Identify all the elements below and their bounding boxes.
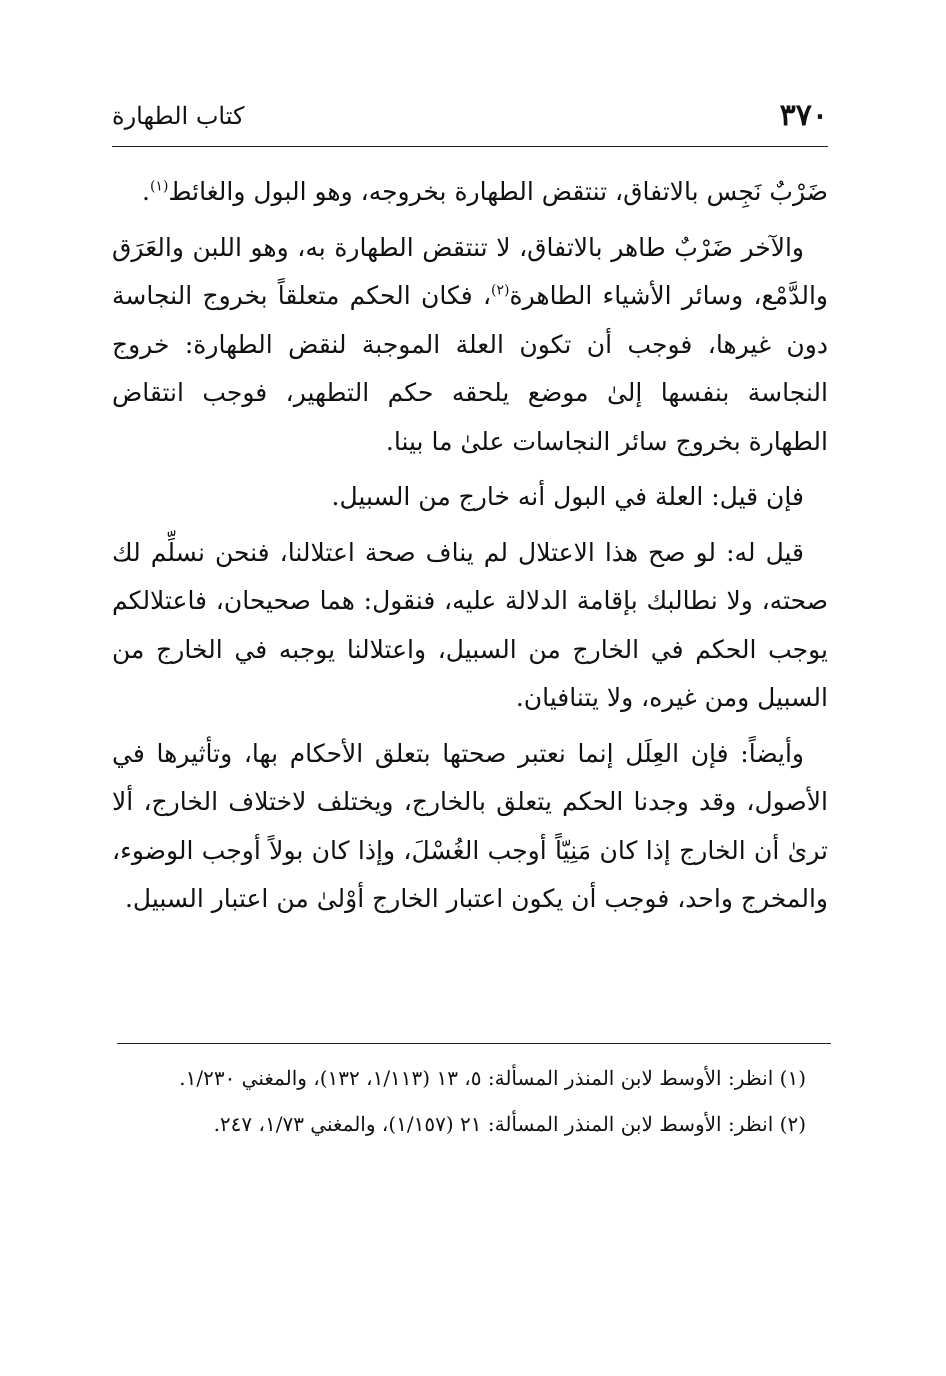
- paragraph-text: وأيضاً: فإن العِلَل إنما نعتبر صحتها بتعلق الأحكام بها، وتأثيرها في الأصول، وقد وجدنا الحكم يتعلق بالخارج، ويختلف لاختلاف الخارج، ألا ترىٰ أن الخارج إذا كان مَنِيّاً أوجب الغُسْلَ، وإذا كان بولاً أوجب الوضوء، والمخرج واحد، فوجب أن يكون اعتبار الخارج أوْلىٰ من اعتبار السبيل.: [112, 738, 828, 913]
- page-header: [112, 98, 828, 142]
- paragraph: [112, 168, 828, 217]
- footnote-1: (١) انظر: الأوسط لابن المنذر المسألة: ٥، ١٣ (١/١١٣، ١٣٢)، والمغني ١/٢٣٠.: [179, 1066, 806, 1090]
- paragraph-text: ضَرْبٌ نَجِس بالاتفاق، تنتقض الطهارة بخروجه، وهو البول والغائط: [168, 177, 828, 206]
- paragraph: [112, 224, 828, 467]
- paragraph: [112, 473, 828, 522]
- paragraph-text: فإن قيل: العلة في البول أنه خارج من السبيل.: [331, 482, 804, 511]
- paragraph-text: قيل له: لو صح هذا الاعتلال لم يناف صحة اعتلالنا، فنحن نسلِّم لك صحته، ولا نطالبك بإقامة الدلالة عليه، فنقول: هما صحيحان، فاعتلالكم يوجب الحكم في الخارج من السبيل، واعتلالنا يوجبه في الخارج من السبيل ومن غيره، ولا يتنافيان.: [112, 537, 828, 712]
- footnote-ref: (١): [149, 178, 169, 195]
- paragraph-text-tail: .: [142, 177, 150, 206]
- page-number: ٣٧٠: [779, 98, 828, 133]
- header-rule: [112, 146, 828, 147]
- paragraph-text: والآخر ضَرْبٌ طاهر بالاتفاق، لا تنتقض الطهارة به، وهو اللبن والعَرَق والدَّمْع، وسائر الأشياء الطاهرة: [112, 232, 829, 310]
- paragraph-text-tail: ، فكان الحكم متعلقاً بخروج النجاسة دون غيرها، فوجب أن تكون العلة الموجبة لنقض الطهارة: خروج النجاسة بنفسها إلىٰ موضع يلحقه حكم التطهير، فوجب انتقاض الطهارة بخروج سائر النجاسات علىٰ ما بينا.: [112, 281, 828, 456]
- running-title: كتاب الطهارة: [112, 102, 245, 130]
- paragraph: [112, 730, 828, 924]
- footnote-2: (٢) انظر: الأوسط لابن المنذر المسألة: ٢١ (١/١٥٧)، والمغني ١/٧٣، ٢٤٧.: [213, 1112, 806, 1136]
- footnote-rule: [117, 1043, 831, 1044]
- footnote-ref: (٢): [491, 282, 510, 299]
- footnotes: [112, 1058, 828, 1150]
- main-text: [112, 168, 828, 931]
- paragraph: [112, 529, 828, 723]
